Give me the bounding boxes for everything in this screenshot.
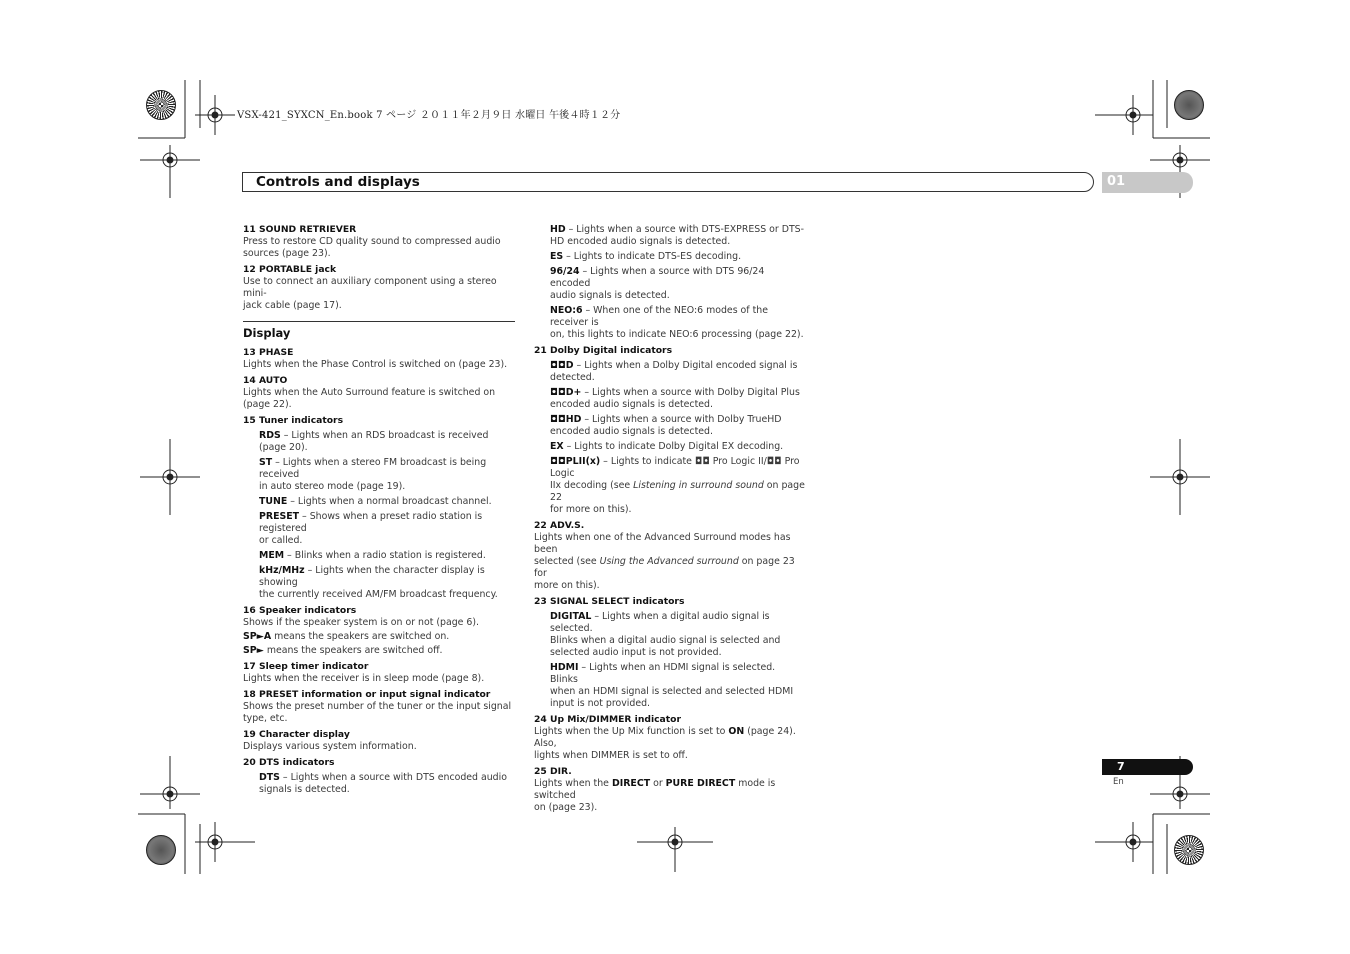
item-23-heading: 23 SIGNAL SELECT indicators: [534, 596, 685, 607]
item-25-body: Lights when the DIRECT or PURE DIRECT mode is switched on (page 23).: [534, 778, 776, 813]
tuner-khz-mhz: kHz/MHz – Lights when the character display is showing the currently received AM/FM broadcast frequency.: [259, 565, 498, 600]
item-18-body: Shows the preset number of the tuner or the input signal type, etc.: [243, 701, 512, 724]
item-11-heading: 11 SOUND RETRIEVER: [243, 224, 357, 235]
tuner-mem: MEM – Blinks when a radio station is registered.: [259, 550, 486, 561]
item-11-body: Press to restore CD quality sound to compressed audio sources (page 23).: [243, 236, 501, 259]
item-12-body: Use to connect an auxiliary component using a stereo mini- jack cable (page 17).: [243, 276, 497, 311]
section-title-display: Display: [243, 326, 291, 340]
page-title: Controls and displays: [256, 174, 420, 190]
item-12-heading: 12 PORTABLE jack: [243, 264, 337, 275]
item-14-body: Lights when the Auto Surround feature is switched on (page 22).: [243, 387, 496, 410]
item-13-heading: 13 PHASE: [243, 347, 294, 358]
item-21-heading: 21 Dolby Digital indicators: [534, 345, 673, 356]
item-13-body: Lights when the Phase Control is switched on (page 23).: [243, 359, 508, 370]
signal-hdmi: HDMI – Lights when an HDMI signal is selected. Blinks when an HDMI signal is selected and selected HDMI input is not provided.: [550, 662, 794, 709]
item-14-heading: 14 AUTO: [243, 375, 288, 386]
item-16-heading: 16 Speaker indicators: [243, 605, 357, 616]
speaker-sp: SP► means the speakers are switched off.: [243, 645, 443, 656]
item-25-heading: 25 DIR.: [534, 766, 572, 777]
tuner-st: ST – Lights when a stereo FM broadcast is being received in auto stereo mode (page 19).: [259, 457, 487, 492]
dts-96-24: 96/24 – Lights when a source with DTS 96/24 encoded audio signals is detected.: [550, 266, 765, 301]
item-22-heading: 22 ADV.S.: [534, 520, 585, 531]
tuner-rds: RDS – Lights when an RDS broadcast is received (page 20).: [259, 430, 489, 453]
item-18-heading: 18 PRESET information or input signal indicator: [243, 689, 491, 700]
tuner-preset: PRESET – Shows when a preset radio station is registered or called.: [259, 511, 483, 546]
item-19-heading: 19 Character display: [243, 729, 350, 740]
dts-hd: HD – Lights when a source with DTS-EXPRESS or DTS- HD encoded audio signals is detected.: [550, 224, 805, 247]
item-15-heading: 15 Tuner indicators: [243, 415, 344, 426]
chapter-number: 01: [1107, 174, 1126, 189]
dts-es: ES – Lights to indicate DTS-ES decoding.: [550, 251, 742, 262]
printer-slug-line: VSX-421_SYXCN_En.book 7 ページ ２０１１年２月９日 水曜日 午後４時１２分: [237, 110, 621, 121]
dolby-ex: EX – Lights to indicate Dolby Digital EX decoding.: [550, 441, 784, 452]
dolby-hd: ◘◘HD – Lights when a source with Dolby TrueHD encoded audio signals is detected.: [550, 414, 782, 437]
item-19-body: Displays various system information.: [243, 741, 417, 752]
page-language: En: [1113, 777, 1124, 787]
dts-neo6: NEO:6 – When one of the NEO:6 modes of the receiver is on, this lights to indicate NEO:6 processing (page 22).: [550, 305, 804, 340]
item-17-body: Lights when the receiver is in sleep mode (page 8).: [243, 673, 485, 684]
dolby-d-plus: ◘◘D+ – Lights when a source with Dolby Digital Plus encoded audio signals is detected.: [550, 387, 800, 410]
tuner-tune: TUNE – Lights when a normal broadcast channel.: [259, 496, 492, 507]
display-section-rule: [243, 321, 515, 341]
left-column: [243, 224, 515, 799]
dts-dts: DTS – Lights when a source with DTS encoded audio signals is detected.: [259, 772, 507, 795]
speaker-spa: SP►A means the speakers are switched on.: [243, 631, 450, 642]
item-20-heading: 20 DTS indicators: [243, 757, 335, 768]
item-22-body: Lights when one of the Advanced Surround modes has been selected (see Using the Advanced surround on page 23 for more on this).: [534, 532, 795, 591]
page-number-tab: [1102, 759, 1193, 775]
item-16-body: Shows if the speaker system is on or not (page 6).: [243, 617, 480, 628]
right-column: [534, 224, 806, 816]
dolby-plii: ◘◘PLII(x) – Lights to indicate ◘◘ Pro Logic II/◘◘ Pro Logic IIx decoding (see Listening in surround sound on page 22 for more on this).: [550, 456, 805, 515]
item-24-body: Lights when the Up Mix function is set to ON (page 24). Also, lights when DIMMER is set to off.: [534, 726, 796, 761]
item-17-heading: 17 Sleep timer indicator: [243, 661, 369, 672]
item-24-heading: 24 Up Mix/DIMMER indicator: [534, 714, 681, 725]
dolby-d: ◘◘D – Lights when a Dolby Digital encoded signal is detected.: [550, 360, 798, 383]
page-number: 7: [1117, 760, 1125, 773]
signal-digital: DIGITAL – Lights when a digital audio signal is selected. Blinks when a digital audio signal is selected and selected audio input is not provided.: [550, 611, 781, 658]
